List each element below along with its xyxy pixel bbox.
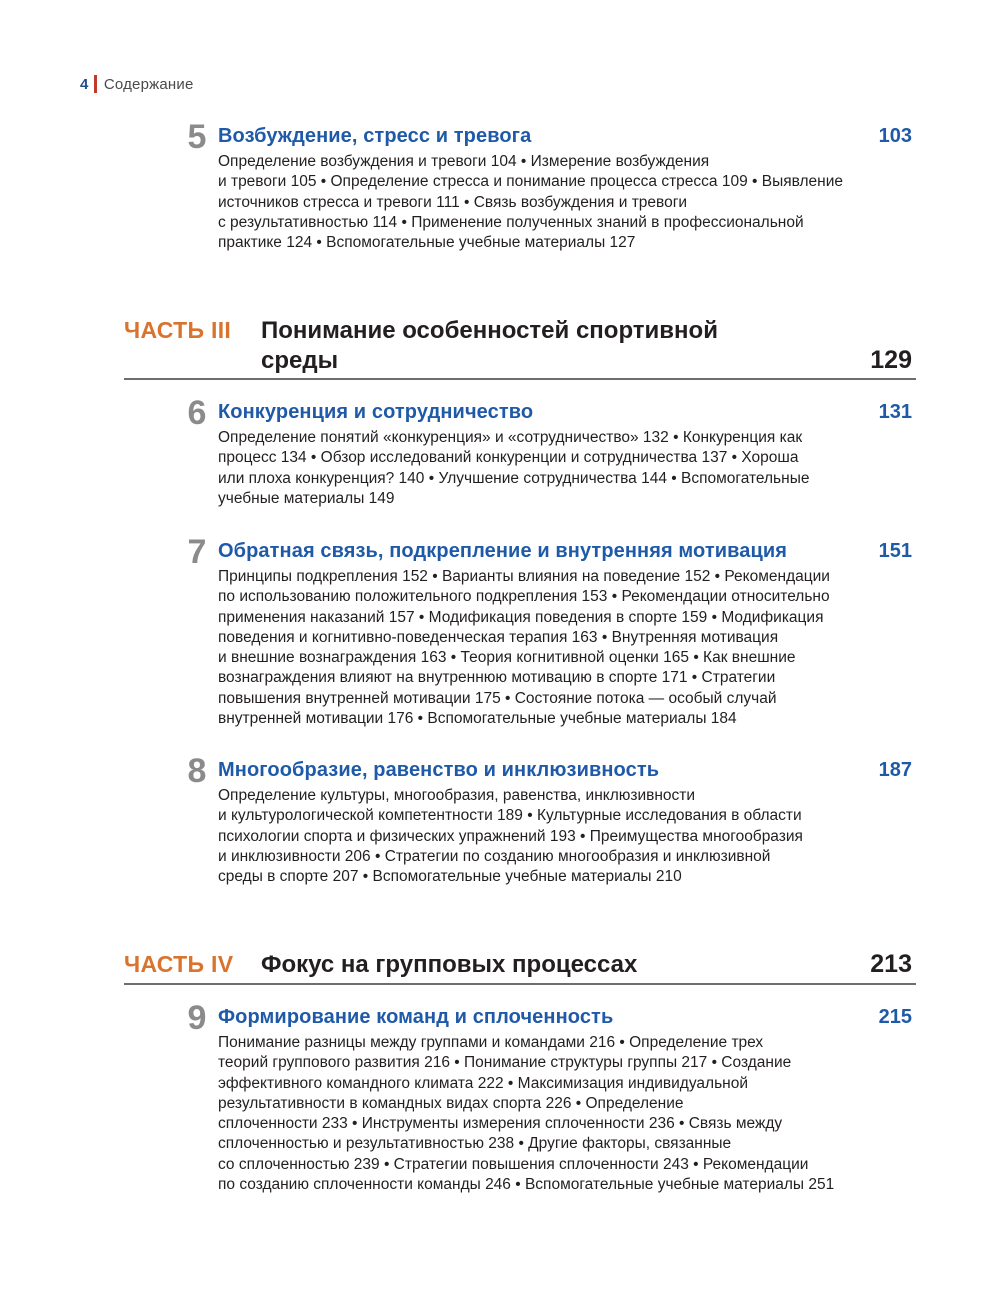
contents-line: Определение возбуждения и тревоги 104 • Измерение возбуждения — [218, 153, 710, 170]
contents-line: Определение понятий «конкуренция» и «сотрудничество» 132 • Конкуренция как — [218, 429, 803, 446]
contents-line: эффективного командного климата 222 • Максимизация индивидуальной — [218, 1074, 748, 1092]
chapter-title[interactable]: Формирование команд и сплоченность — [218, 1006, 614, 1028]
chapter-heading — [182, 394, 912, 432]
contents-line: поведения и когнитивно-поведенческая терапия 163 • Внутренняя мотивация — [218, 628, 779, 646]
part-4-heading — [124, 950, 916, 985]
chapter-title[interactable]: Обратная связь, подкрепление и внутренняя мотивация — [218, 540, 788, 562]
chapter-contents — [218, 567, 912, 729]
contents-line: Определение культуры, многообразия, равенства, инклюзивности — [218, 787, 696, 804]
contents-line: среды в спорте 207 • Вспомогательные учебные материалы 210 — [218, 868, 682, 886]
contents-line: с результативностью 114 • Применение полученных знаний в профессиональной — [218, 213, 804, 231]
contents-line: результативности в командных видах спорта 226 • Определение — [218, 1094, 684, 1112]
part-label: ЧАСТЬ IV — [124, 951, 234, 977]
contents-line: Понимание разницы между группами и командами 216 • Определение трех — [218, 1034, 764, 1051]
contents-line: применения наказаний 157 • Модификация поведения в спорте 159 • Модификация — [218, 608, 824, 626]
part-title-line-1[interactable]: Понимание особенностей спортивной — [261, 317, 718, 344]
chapter-page-number[interactable]: 131 — [878, 401, 912, 423]
chapter-title[interactable]: Многообразие, равенство и инклюзивность — [218, 759, 660, 781]
chapter-number: 9 — [187, 999, 207, 1037]
chapter-contents — [218, 786, 912, 887]
contents-line: теорий группового развития 216 • Понимание структуры группы 217 • Создание — [218, 1054, 792, 1072]
contents-line: процесс 134 • Обзор исследований конкуренции и сотрудничества 137 • Хороша — [218, 449, 799, 467]
contents-line: учебные материалы 149 — [218, 489, 395, 507]
part-3-heading — [124, 316, 916, 380]
contents-line: и инклюзивности 206 • Стратегии по созданию многообразия и инклюзивной — [218, 847, 771, 865]
chapter-number: 5 — [187, 118, 207, 156]
chapter-heading — [182, 533, 912, 571]
chapter-heading — [182, 752, 912, 790]
chapter-6 — [182, 396, 912, 509]
contents-line: Принципы подкрепления 152 • Варианты влияния на поведение 152 • Рекомендации — [218, 568, 830, 585]
chapter-heading — [182, 118, 912, 156]
contents-line: со сплоченностью 239 • Стратегии повышения сплоченности 243 • Рекомендации — [218, 1155, 809, 1173]
chapter-contents — [218, 428, 912, 509]
contents-line: или плоха конкуренция? 140 • Улучшение сотрудничества 144 • Вспомогательные — [218, 469, 810, 487]
contents-line: практике 124 • Вспомогательные учебные материалы 127 — [218, 234, 636, 252]
contents-line: и тревоги 105 • Определение стресса и понимание процесса стресса 109 • Выявление — [218, 173, 844, 191]
contents-line: по созданию сплоченности команды 246 • Вспомогательные учебные материалы 251 — [218, 1176, 835, 1194]
contents-line: по использованию положительного подкрепления 153 • Рекомендации относительно — [218, 588, 830, 606]
chapter-number: 6 — [187, 394, 207, 432]
contents-line: сплоченности 233 • Инструменты измерения сплоченности 236 • Связь между — [218, 1115, 783, 1133]
contents-line: и культурологической компетентности 189 • Культурные исследования в области — [218, 807, 802, 825]
chapter-page-number[interactable]: 103 — [878, 125, 912, 147]
chapter-page-number[interactable]: 215 — [878, 1006, 912, 1028]
part-title-line-1[interactable]: Фокус на групповых процессах — [261, 951, 638, 978]
running-head-title: Содержание — [103, 75, 194, 93]
chapter-8 — [182, 754, 912, 887]
chapter-number: 8 — [187, 752, 207, 790]
chapter-contents — [218, 1033, 912, 1195]
contents-line: и внешние вознаграждения 163 • Теория когнитивной оценки 165 • Как внешние — [218, 649, 796, 667]
contents-line: вознаграждения влияют на внутреннюю мотивацию в спорте 171 • Стратегии — [218, 669, 776, 687]
chapter-page-number[interactable]: 187 — [878, 759, 912, 781]
chapter-number: 7 — [187, 533, 207, 571]
part-page-number[interactable]: 129 — [870, 346, 912, 374]
chapter-5 — [182, 120, 912, 253]
contents-line: источников стресса и тревоги 111 • Связь возбуждения и тревоги — [218, 193, 688, 211]
running-head — [80, 74, 194, 94]
contents-line: внутренней мотивации 176 • Вспомогательные учебные материалы 184 — [218, 710, 737, 728]
chapter-7 — [182, 535, 912, 729]
chapter-9 — [182, 1001, 912, 1195]
chapter-heading — [182, 999, 912, 1037]
chapter-title[interactable]: Конкуренция и сотрудничество — [218, 401, 534, 423]
contents-line: сплоченностью и результативностью 238 • Другие факторы, связанные — [218, 1135, 732, 1153]
running-head-divider — [94, 75, 97, 93]
chapter-title[interactable]: Возбуждение, стресс и тревога — [218, 125, 532, 147]
part-label: ЧАСТЬ III — [124, 317, 232, 343]
part-title-line-2[interactable]: среды — [261, 347, 339, 374]
contents-line: психологии спорта и физических упражнений 193 • Преимущества многообразия — [218, 827, 803, 845]
page-number: 4 — [80, 75, 89, 93]
part-page-number[interactable]: 213 — [870, 950, 912, 978]
contents-line: повышения внутренней мотивации 175 • Состояние потока — особый случай — [218, 689, 777, 707]
chapter-contents — [218, 152, 912, 253]
chapter-page-number[interactable]: 151 — [878, 540, 912, 562]
